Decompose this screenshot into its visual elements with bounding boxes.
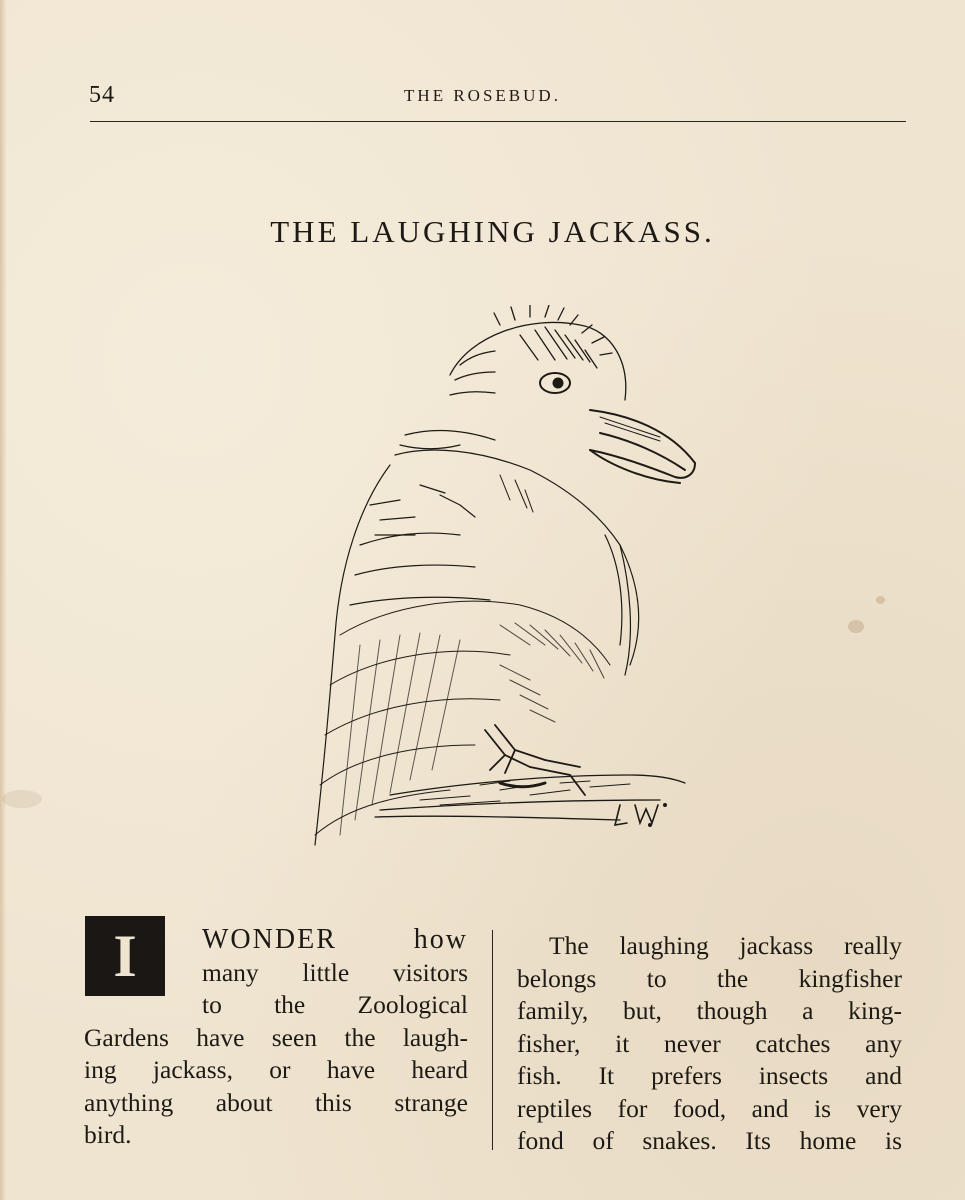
text-line: to the Zoological — [202, 990, 468, 1019]
bird-beak — [590, 410, 695, 483]
bird-eye — [540, 373, 570, 393]
foxing-spot — [848, 620, 864, 633]
header-rule — [90, 121, 906, 122]
text-line: belongs to the kingfisher — [517, 963, 902, 993]
foxing-spot — [2, 790, 42, 808]
text-line: many little visitors — [202, 957, 468, 987]
text-line: bird. — [84, 1120, 132, 1149]
kookaburra-illustration — [300, 305, 710, 860]
text-line: fond of snakes. Its home is — [517, 1126, 902, 1155]
foxing-spot — [876, 596, 885, 604]
text-line: reptiles for food, and is very — [517, 1093, 902, 1123]
text-line: fish. It prefers insects and — [517, 1061, 902, 1090]
bird-wing — [315, 601, 610, 835]
page-edge — [0, 0, 6, 1200]
article-title: THE LAUGHING JACKASS. — [270, 214, 715, 249]
drop-cap-initial: I — [85, 916, 165, 996]
branch — [375, 775, 685, 820]
text-line: fisher, it never catches any — [517, 1028, 902, 1058]
page-number: 54 — [89, 82, 115, 108]
left-column — [84, 924, 468, 1152]
running-title: THE ROSEBUD. — [404, 86, 561, 105]
text-line: Gardens have seen the laugh- — [84, 1022, 468, 1052]
text-line: The laughing jackass really — [549, 931, 902, 960]
artist-signature — [615, 804, 666, 826]
bird-head — [450, 305, 626, 400]
right-column — [517, 930, 902, 1158]
text-line: anything about this strange — [84, 1087, 468, 1117]
text-line: ing jackass, or have heard — [84, 1055, 468, 1084]
column-divider — [492, 930, 493, 1150]
text-line: WONDER how — [202, 924, 468, 955]
text-line: family, but, though a king- — [517, 996, 902, 1025]
